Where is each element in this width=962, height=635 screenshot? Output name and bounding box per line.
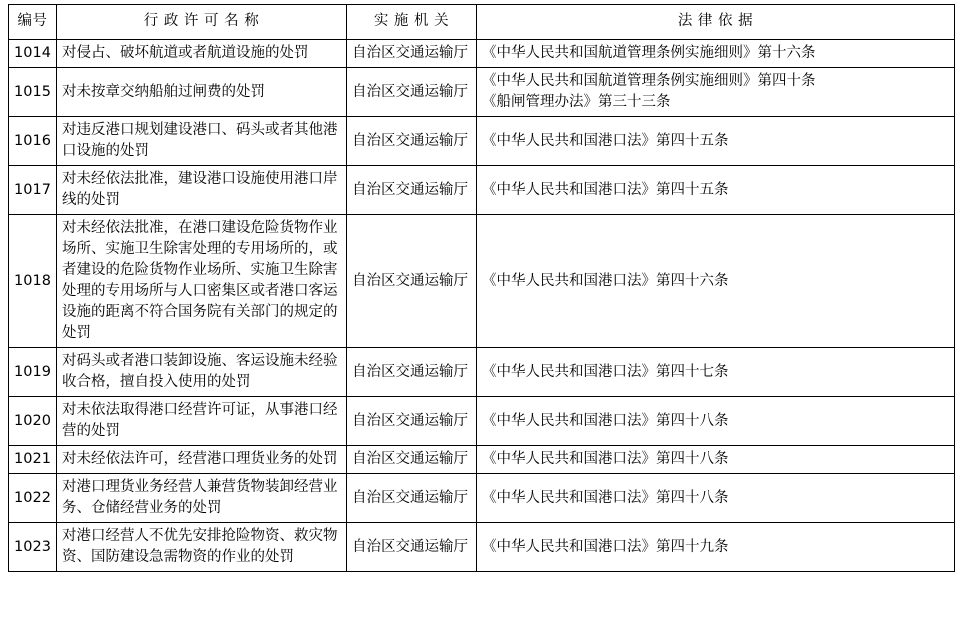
cell-number: 1017: [9, 166, 57, 215]
cell-permit-name: 对港口理货业务经营人兼营货物装卸经营业务、仓储经营业务的处罚: [57, 474, 347, 523]
table-header-row: [9, 5, 955, 40]
cell-permit-name: 对违反港口规划建设港口、码头或者其他港口设施的处罚: [57, 117, 347, 166]
cell-legal-basis: [477, 68, 955, 117]
cell-number: 1015: [9, 68, 57, 117]
cell-organization: 自治区交通运输厅: [347, 348, 477, 397]
table-row: [9, 40, 955, 68]
table-row: [9, 166, 955, 215]
legal-basis-line: 《船闸管理办法》第三十三条: [482, 94, 671, 111]
legal-basis-line: 《中华人民共和国港口法》第四十八条: [482, 412, 729, 429]
column-header-organization: 实 施 机 关: [347, 5, 477, 40]
cell-legal-basis: [477, 117, 955, 166]
legal-basis-line: 《中华人民共和国港口法》第四十八条: [482, 451, 729, 468]
cell-legal-basis: [477, 166, 955, 215]
cell-organization: 自治区交通运输厅: [347, 215, 477, 348]
table-row: [9, 446, 955, 474]
cell-legal-basis: [477, 397, 955, 446]
cell-organization: 自治区交通运输厅: [347, 117, 477, 166]
cell-organization: 自治区交通运输厅: [347, 474, 477, 523]
cell-number: 1016: [9, 117, 57, 166]
cell-permit-name: 对港口经营人不优先安排抢险物资、救灾物资、国防建设急需物资的作业的处罚: [57, 523, 347, 572]
cell-organization: 自治区交通运输厅: [347, 446, 477, 474]
cell-permit-name: 对码头或者港口装卸设施、客运设施未经验收合格，擅自投入使用的处罚: [57, 348, 347, 397]
document-page: [0, 4, 962, 635]
legal-basis-line: 《中华人民共和国港口法》第四十五条: [482, 132, 729, 149]
cell-number: 1014: [9, 40, 57, 68]
legal-basis-line: 《中华人民共和国航道管理条例实施细则》第四十条: [482, 73, 816, 90]
legal-basis-line: 《中华人民共和国港口法》第四十六条: [482, 272, 729, 289]
cell-permit-name: 对侵占、破坏航道或者航道设施的处罚: [57, 40, 347, 68]
cell-organization: 自治区交通运输厅: [347, 68, 477, 117]
cell-number: 1021: [9, 446, 57, 474]
legal-basis-line: 《中华人民共和国航道管理条例实施细则》第十六条: [482, 45, 816, 61]
cell-legal-basis: [477, 523, 955, 572]
cell-organization: 自治区交通运输厅: [347, 397, 477, 446]
legal-basis-line: 《中华人民共和国港口法》第四十七条: [482, 363, 729, 380]
cell-legal-basis: [477, 474, 955, 523]
administrative-permit-table: [8, 4, 955, 572]
legal-basis-line: 《中华人民共和国港口法》第四十八条: [482, 489, 729, 506]
cell-permit-name: 对未依法取得港口经营许可证，从事港口经营的处罚: [57, 397, 347, 446]
cell-permit-name: 对未经依法许可，经营港口理货业务的处罚: [57, 446, 347, 474]
table-row: [9, 474, 955, 523]
cell-legal-basis: [477, 40, 955, 68]
cell-legal-basis: [477, 446, 955, 474]
table-row: [9, 523, 955, 572]
cell-legal-basis: [477, 215, 955, 348]
cell-number: 1022: [9, 474, 57, 523]
cell-legal-basis: [477, 348, 955, 397]
cell-number: 1019: [9, 348, 57, 397]
table-row: [9, 68, 955, 117]
table-row: [9, 397, 955, 446]
cell-permit-name: 对未经依法批准，在港口建设危险货物作业场所、实施卫生除害处理的专用场所的，或者建设的危险货物作业场所、实施卫生除害处理的专用场所与人口密集区或者港口客运设施的距离不符合国务院有关部门的规定的处罚: [57, 215, 347, 348]
table-header: [9, 5, 955, 40]
column-header-number: 编号: [9, 5, 57, 40]
cell-number: 1023: [9, 523, 57, 572]
cell-organization: 自治区交通运输厅: [347, 40, 477, 68]
cell-permit-name: 对未经依法批准，建设港口设施使用港口岸线的处罚: [57, 166, 347, 215]
cell-organization: 自治区交通运输厅: [347, 523, 477, 572]
legal-basis-line: 《中华人民共和国港口法》第四十九条: [482, 538, 729, 555]
table-body: [9, 40, 955, 572]
column-header-legal-basis: 法 律 依 据: [477, 5, 955, 40]
cell-number: 1020: [9, 397, 57, 446]
column-header-permit-name: 行 政 许 可 名 称: [57, 5, 347, 40]
table-row: [9, 215, 955, 348]
table-row: [9, 117, 955, 166]
table-row: [9, 348, 955, 397]
cell-permit-name: 对未按章交纳船舶过闸费的处罚: [57, 68, 347, 117]
cell-organization: 自治区交通运输厅: [347, 166, 477, 215]
legal-basis-line: 《中华人民共和国港口法》第四十五条: [482, 181, 729, 198]
cell-number: 1018: [9, 215, 57, 348]
